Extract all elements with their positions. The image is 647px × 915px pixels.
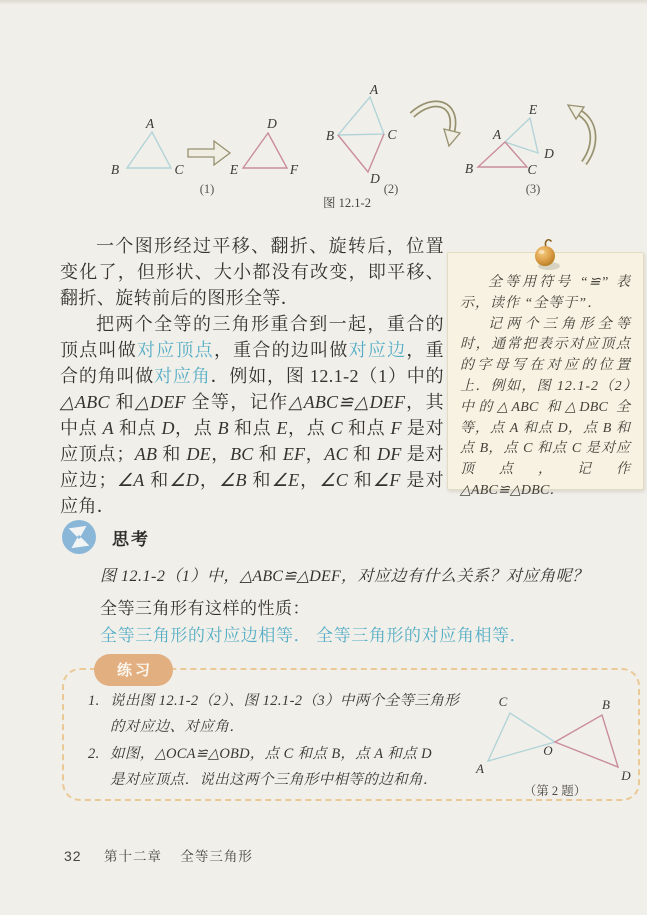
vertex-label-a: A: [492, 127, 502, 142]
note-paragraph-symbol: 全等用符号 “≌” 表示，读作 “全等于”．: [460, 275, 631, 311]
item-number: 2.: [88, 746, 100, 762]
vertex-label-b: B: [464, 161, 474, 176]
vertex-label-c: C: [174, 162, 184, 177]
rotate-arrow-icon: [568, 105, 593, 163]
right-arrow-icon: [188, 141, 230, 165]
figure-caption: 图 12.1-2: [323, 196, 371, 210]
figure-12-1-2: [0, 85, 647, 227]
vertex-label-c: C: [498, 694, 508, 709]
think-question: 图 12.1-2（1）中，△ABC≌△DEF，对应边有什么关系？对应角呢？: [100, 568, 589, 585]
vertex-label-o: O: [543, 743, 553, 758]
vertex-label-f: F: [289, 162, 299, 177]
vertex-label-b: B: [110, 162, 120, 177]
pin-icon: [528, 236, 564, 274]
vertex-label-b: B: [602, 697, 610, 712]
fig1-triangle-abc: [111, 116, 185, 177]
item-number: 1.: [88, 693, 100, 709]
think-section: [60, 518, 625, 589]
body-text: [60, 233, 444, 519]
vertex-label-e: E: [229, 162, 239, 177]
vertex-label-c: C: [387, 127, 397, 142]
fig2-rhombus-abcd: [326, 85, 398, 186]
fig1-caption: (1): [199, 182, 215, 196]
paragraph-transformations: 一个图形经过平移、翻折、旋转后，位置变化了，但形状、大小都没有改变，即平移、翻折、旋转前后的图形全等．: [60, 236, 444, 308]
page-number: 32: [64, 848, 82, 864]
margin-note-card: [447, 252, 644, 498]
exercise-diagram: [440, 688, 645, 800]
property-statement: 全等三角形的对应边相等． 全等三角形的对应角相等．: [100, 626, 528, 645]
exercise-diagram-caption: （第 2 题）: [523, 784, 587, 798]
vertex-label-d: D: [267, 116, 277, 131]
think-title: 思考: [112, 529, 150, 549]
vertex-label-b: B: [325, 128, 335, 143]
think-icon: [60, 518, 98, 556]
practice-box: [62, 662, 640, 801]
vertex-label-a: A: [369, 85, 379, 97]
chapter-label: 第十二章: [103, 849, 162, 864]
think-header: [60, 518, 625, 556]
vertex-label-d: D: [544, 146, 554, 161]
page-footer: [64, 845, 253, 865]
practice-badge: 练习: [94, 654, 173, 686]
note-paragraph-naming: 记两个三角形全等时，通常把表示对应顶点的字母写在对应的位置上．例如，图 12.1-2（2）中的△ABC 和△DBC 全等，点 A 和点 D，点 B 和点 B，点 C 和点 C 是对应顶点，记作△ABC≌△DBC．: [460, 316, 632, 498]
vertex-label-a: A: [145, 116, 155, 131]
vertex-label-a: A: [476, 761, 484, 776]
paragraph-correspondence: 把两个全等的三角形重合到一起，重合的顶点叫做对应顶点，重合的边叫做对应边，重合的角叫做对应角．例如，图 12.1-2（1）中的△ABC 和△DEF 全等，记作△ABC≌△DEF，其中点 A 和点 D，点 B 和点 E，点 C 和点 F 是对应顶点；AB 和 DE，BC 和 EF，AC 和 DF 是对应边；∠A 和∠D，∠B 和∠E，∠C 和∠F 是对应角．: [60, 314, 445, 516]
item-text: 如图，△OCA≌△OBD，点 C 和点 B，点 A 和点 D 是对应顶点．说出这两个三角形中相等的边和角．: [110, 746, 438, 788]
property-intro: 全等三角形有这样的性质：: [100, 599, 310, 618]
vertex-label-e: E: [528, 102, 538, 117]
item-text: 说出图 12.1-2（2）、图 12.1-2（3）中两个全等三角形 的对应边、对应角．: [110, 693, 460, 735]
vertex-label-d: D: [621, 768, 631, 783]
fig2-caption: (2): [383, 182, 399, 196]
fig1-triangle-def: [229, 116, 299, 177]
fig3-triangles: [465, 102, 554, 177]
fig3-caption: (3): [525, 182, 541, 196]
vertex-label-d: D: [370, 171, 380, 186]
chapter-title: 全等三角形: [180, 849, 253, 864]
flip-arrow-icon: [412, 104, 460, 146]
vertex-label-c: C: [527, 162, 537, 177]
